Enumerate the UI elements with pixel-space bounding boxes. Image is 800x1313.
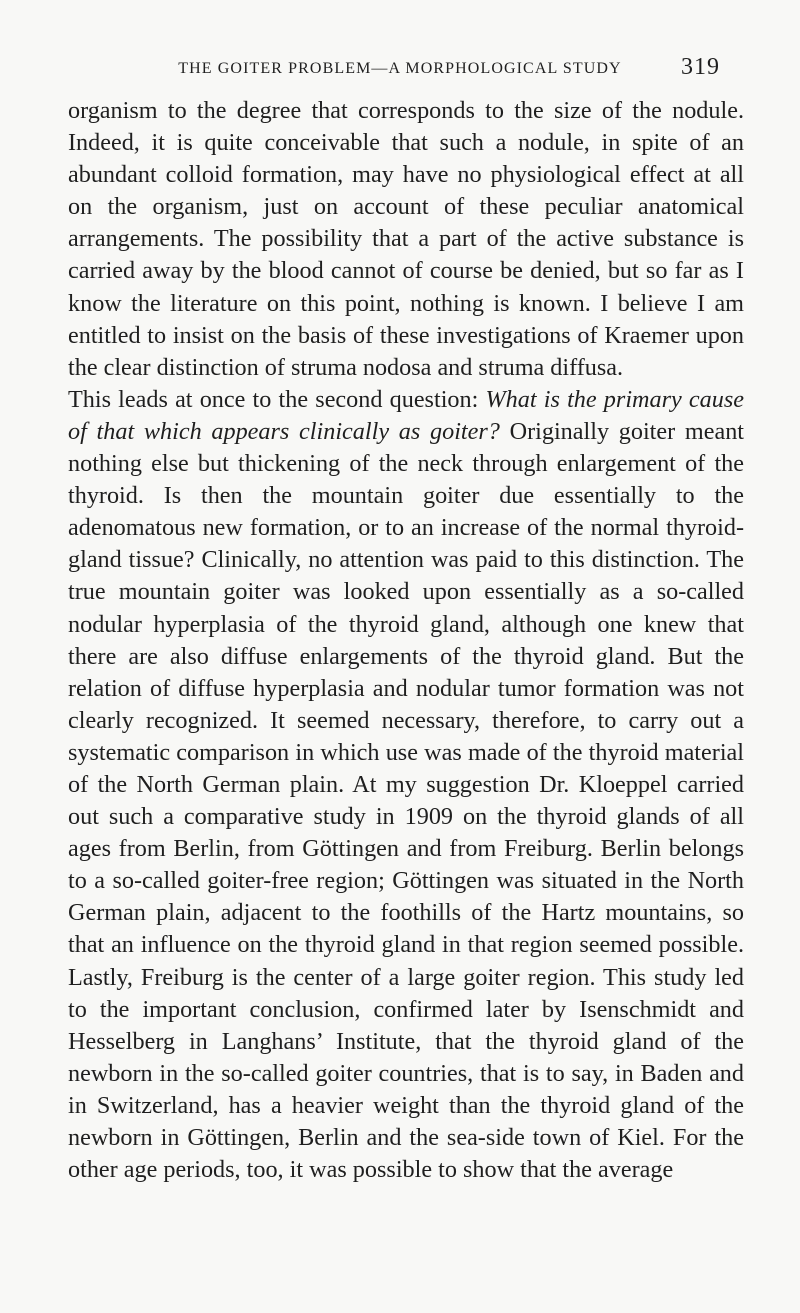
paragraph-2-rest: Originally goiter meant nothing else but thickening of the neck through enlargement of the thyroid. Is then the mountain goiter due essentially to the adenomatous new formation, or to an increase of the normal thyroid-gland tissue? Clinically, no attention was paid to this distinction. The true mountain goiter was looked upon essentially as a so-called nodular hyperplasia of the thyroid gland, although one knew that there are also diffuse enlargements of the thyroid gland. But the relation of diffuse hyperplasia and nodular tumor formation was not clearly recognized. It seemed necessary, therefore, to carry out a systematic comparison in which use was made of the thyroid material of the North German plain. At my suggestion Dr. Kloeppel carried out such a comparative study in 1909 on the thyroid glands of all ages from Berlin, from Göttingen and from Freiburg. Berlin belongs to a so-called goiter-free region; Göttingen was situated in the North German plain, adjacent to the foothills of the Hartz mountains, so that an influence on the thyroid gland in that region seemed possible. Lastly, Freiburg is the center of a large goiter region. This study led to the important conclusion, confirmed later by Isenschmidt and Hesselberg in Langhans’ Institute, that the thyroid gland of the newborn in the so-called goiter countries, that is to say, in Baden and in Switzerland, has a heavier weight than the thyroid gland of the newborn in Göttingen, Berlin and the sea-side town of Kiel. For the other age periods, too, it was possible to show that the average [68,417,745,1184]
running-title: THE GOITER PROBLEM—A MORPHOLOGICAL STUDY [178,60,622,77]
primary-cause-question: What is the primary cause of that which appears clinically as goiter? [68,385,745,445]
paragraph-2 [68,384,744,1186]
running-head [120,54,720,84]
page-number: 319 [681,54,720,80]
paragraph-2-intro: This leads at once to the second question: [68,385,486,413]
paragraph-1: organism to the degree that corresponds to the size of the nodule. Indeed, it is quite conceivable that such a nodule, in spite of an abundant colloid formation, may have no physiological effect at all on the organism, just on account of these peculiar anatomical arrangements. The possibility that a part of the active substance is carried away by the blood cannot of course be denied, but so far as I know the literature on this point, nothing is known. I believe I am entitled to insist on the basis of these investigations of Kraemer upon the clear distinction of struma nodosa and struma diffusa. [68,97,744,381]
body-text [68,95,744,1186]
